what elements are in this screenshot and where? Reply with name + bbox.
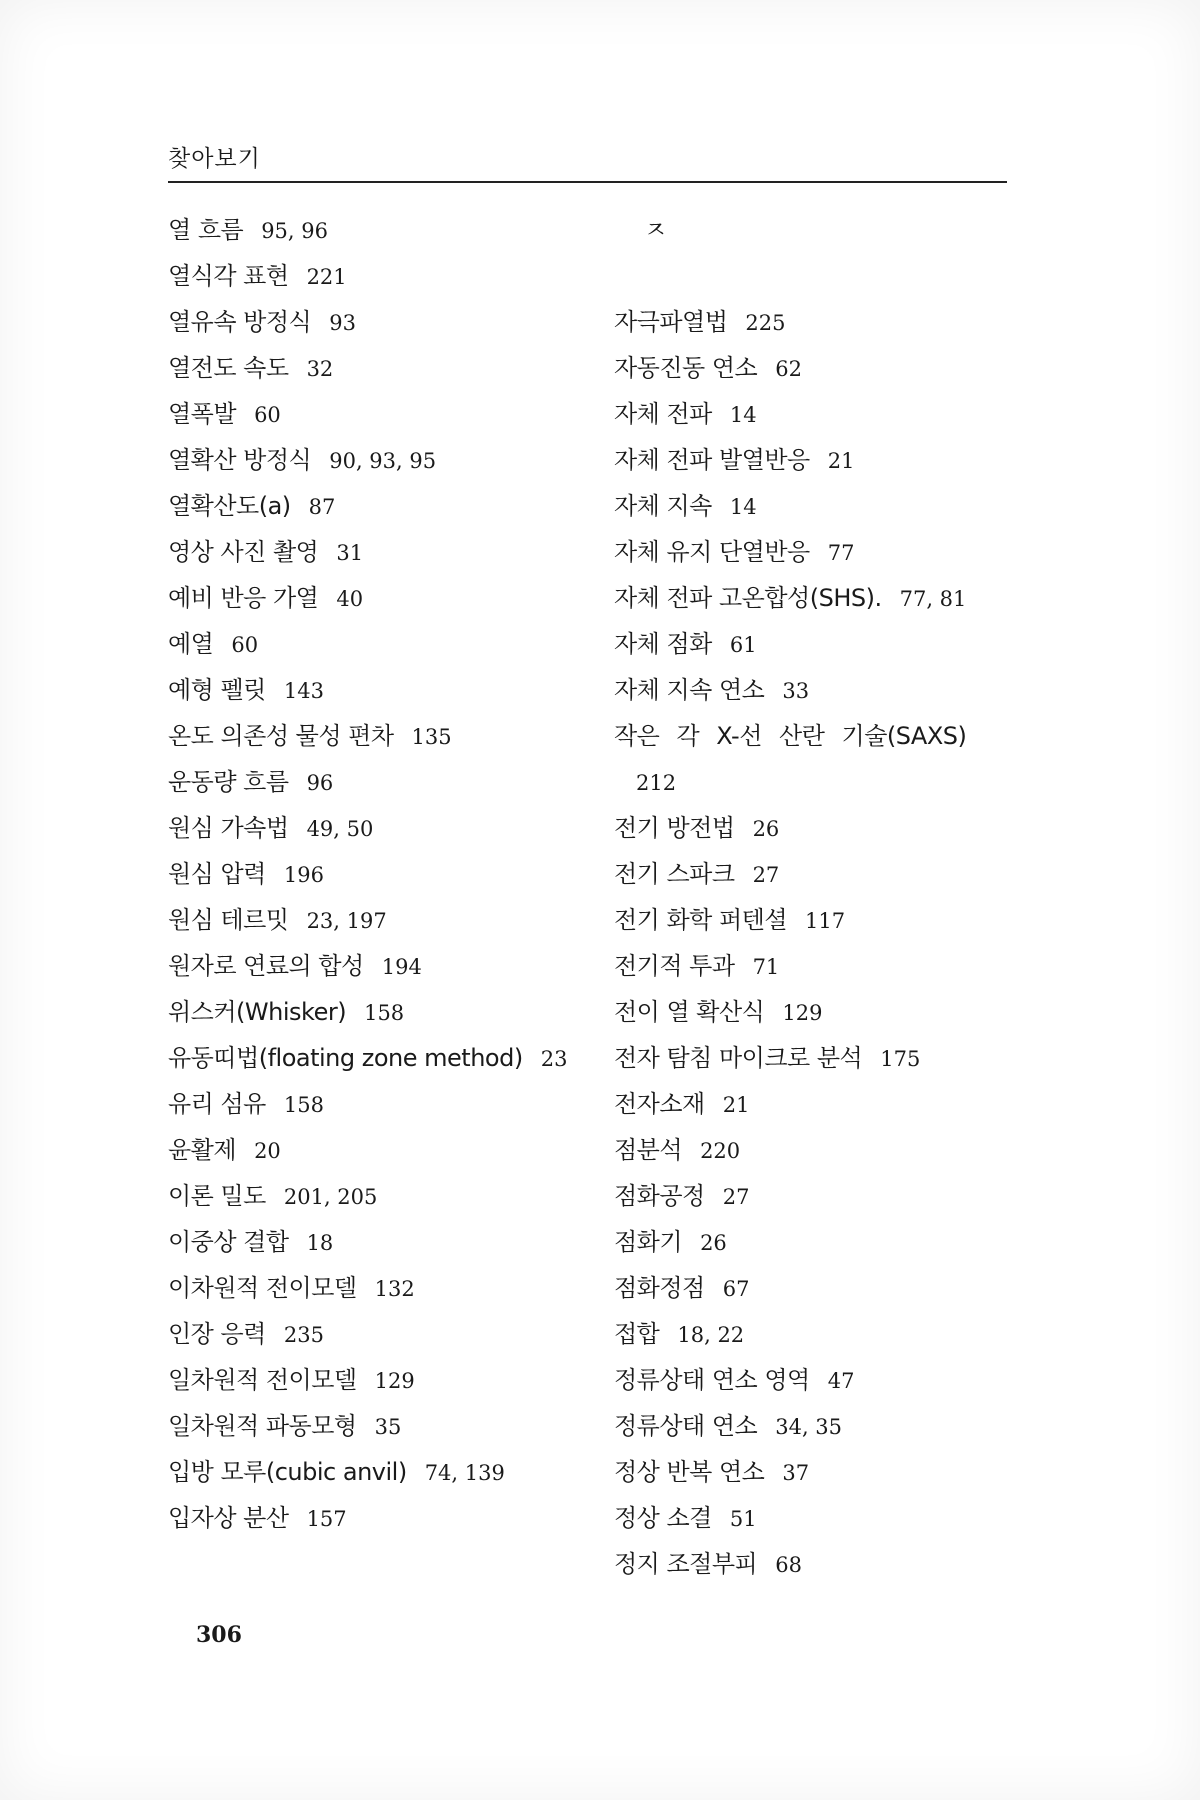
index-pages: 87 (308, 495, 336, 519)
index-entry (614, 989, 1034, 1035)
index-term: 자체 전파 발열반응 (614, 446, 810, 474)
index-term: 온도 의존성 물성 편차 (168, 722, 394, 750)
index-pages: 90, 93, 95 (329, 449, 437, 473)
index-entry (614, 529, 1034, 575)
index-pages: 60 (231, 633, 259, 657)
index-pages: 221 (306, 265, 347, 289)
index-pages: 71 (752, 955, 780, 979)
index-term: 원심 압력 (168, 860, 266, 888)
index-pages: 47 (827, 1369, 855, 1393)
index-entry (168, 713, 588, 759)
index-term: 자체 지속 (614, 492, 712, 520)
index-term: 이차원적 전이모델 (168, 1274, 357, 1302)
index-term: 점분석 (614, 1136, 683, 1164)
index-entry (168, 345, 588, 391)
index-entry (168, 805, 588, 851)
index-pages: 77 (827, 541, 855, 565)
index-entry (614, 1081, 1034, 1127)
index-term: 열확산도(a) (168, 492, 291, 520)
index-entry (614, 437, 1034, 483)
index-entry (168, 1035, 588, 1081)
index-pages: 26 (752, 817, 780, 841)
index-pages: 61 (729, 633, 757, 657)
index-term: 열 흐름 (168, 216, 244, 244)
index-entry (168, 1219, 588, 1265)
index-pages: 49, 50 (306, 817, 374, 841)
index-pages: 67 (722, 1277, 750, 1301)
index-entry (614, 1541, 1034, 1587)
index-term: 일차원적 파동모형 (168, 1412, 357, 1440)
index-term: 이중상 결합 (168, 1228, 289, 1256)
index-entry (614, 1035, 1034, 1081)
index-entry (614, 713, 1034, 759)
index-entry (168, 1311, 588, 1357)
index-term: 정류상태 연소 (614, 1412, 758, 1440)
index-pages: 135 (411, 725, 452, 749)
index-entry (168, 667, 588, 713)
index-term: 점화공정 (614, 1182, 705, 1210)
index-pages: 129 (782, 1001, 823, 1025)
index-term: 자체 유지 단열반응 (614, 538, 810, 566)
index-term: 이론 밀도 (168, 1182, 266, 1210)
index-entry (614, 575, 1034, 621)
index-term: 운동량 흐름 (168, 768, 289, 796)
index-entry (614, 1449, 1034, 1495)
index-pages: 117 (805, 909, 846, 933)
index-entry (168, 1357, 588, 1403)
index-entry (168, 483, 588, 529)
index-entry (614, 897, 1034, 943)
index-entry (168, 1127, 588, 1173)
index-term: 전기 스파크 (614, 860, 735, 888)
index-entry (168, 207, 588, 253)
index-entry (614, 1265, 1034, 1311)
page-number: 306 (196, 1622, 242, 1648)
index-entry (168, 943, 588, 989)
index-pages: 35 (374, 1415, 402, 1439)
index-term: 점화정점 (614, 1274, 705, 1302)
index-pages: 27 (752, 863, 780, 887)
index-entry-continuation (614, 759, 1034, 805)
index-entry (614, 391, 1034, 437)
index-pages: 20 (254, 1139, 281, 1163)
index-pages: 143 (283, 679, 324, 703)
index-pages: 14 (729, 403, 757, 427)
index-pages: 212 (636, 771, 677, 795)
index-pages: 23 (540, 1047, 568, 1071)
index-entry (168, 897, 588, 943)
index-term: 전자소재 (614, 1090, 705, 1118)
index-term: 전기 방전법 (614, 814, 735, 842)
index-pages: 60 (254, 403, 281, 427)
index-entry (614, 345, 1034, 391)
index-term: 정상 소결 (614, 1504, 712, 1532)
index-entry (614, 805, 1034, 851)
index-entry (614, 1219, 1034, 1265)
index-term: 원심 테르밋 (168, 906, 289, 934)
index-pages: 51 (729, 1507, 757, 1531)
index-term: 자체 점화 (614, 630, 712, 658)
index-pages: 235 (283, 1323, 324, 1347)
index-group (614, 805, 1034, 1587)
index-pages: 175 (880, 1047, 921, 1071)
index-column-left (168, 207, 588, 1541)
index-pages: 132 (374, 1277, 415, 1301)
index-entry (614, 1311, 1034, 1357)
index-pages: 220 (700, 1139, 741, 1163)
index-term: 위스커(Whisker) (168, 998, 347, 1026)
index-term: 접합 (614, 1320, 660, 1348)
index-term: 정상 반복 연소 (614, 1458, 765, 1486)
index-pages: 14 (729, 495, 757, 519)
index-term: 열확산 방정식 (168, 446, 312, 474)
index-pages: 33 (782, 679, 810, 703)
index-pages: 31 (336, 541, 364, 565)
index-pages: 32 (306, 357, 334, 381)
index-entry (168, 1449, 588, 1495)
index-pages: 34, 35 (775, 1415, 843, 1439)
index-term: 일차원적 전이모델 (168, 1366, 357, 1394)
index-pages: 23, 197 (306, 909, 387, 933)
index-entry (614, 1127, 1034, 1173)
index-pages: 158 (283, 1093, 324, 1117)
index-term: 정류상태 연소 영역 (614, 1366, 810, 1394)
index-pages: 26 (700, 1231, 727, 1255)
index-pages: 201, 205 (283, 1185, 378, 1209)
index-pages: 129 (374, 1369, 415, 1393)
index-term: 영상 사진 촬영 (168, 538, 319, 566)
index-term: 전자 탐침 마이크로 분석 (614, 1044, 863, 1072)
index-term: 전기 화학 퍼텐셜 (614, 906, 788, 934)
index-entry (168, 1173, 588, 1219)
index-pages: 27 (722, 1185, 750, 1209)
page-header-title: 찾아보기 (168, 146, 261, 172)
index-entry (614, 1357, 1034, 1403)
index-term: 원심 가속법 (168, 814, 289, 842)
index-entry (168, 391, 588, 437)
index-term: 예열 (168, 630, 214, 658)
index-entry (614, 1495, 1034, 1541)
index-pages: 93 (329, 311, 356, 335)
index-pages: 196 (283, 863, 324, 887)
index-entry (168, 1265, 588, 1311)
index-term: 열전도 속도 (168, 354, 289, 382)
header-rule (168, 181, 1007, 183)
index-term: 작은 각 X-선 산란 기술(SAXS) (614, 722, 967, 750)
index-pages: 18, 22 (677, 1323, 745, 1347)
index-pages: 194 (381, 955, 422, 979)
index-term: 열식각 표현 (168, 262, 289, 290)
index-entry (614, 299, 1034, 345)
index-term: 자극파열법 (614, 308, 728, 336)
index-entry (614, 483, 1034, 529)
index-term: 열유속 방정식 (168, 308, 312, 336)
index-pages: 21 (722, 1093, 750, 1117)
index-term: 자체 지속 연소 (614, 676, 765, 704)
index-entry (168, 253, 588, 299)
index-entry (168, 851, 588, 897)
index-term: 유리 섬유 (168, 1090, 266, 1118)
index-term: 점화기 (614, 1228, 683, 1256)
index-pages: 77, 81 (899, 587, 967, 611)
index-entry (168, 1495, 588, 1541)
index-term: 열폭발 (168, 400, 237, 428)
index-term: 자체 전파 (614, 400, 712, 428)
index-entry (168, 575, 588, 621)
index-entry (168, 437, 588, 483)
index-entry (168, 1403, 588, 1449)
index-pages: 40 (336, 587, 364, 611)
section-letter: ㅈ (644, 216, 668, 244)
index-entry (614, 621, 1034, 667)
index-pages: 95, 96 (261, 219, 328, 243)
index-pages: 96 (306, 771, 334, 795)
index-pages: 18 (306, 1231, 334, 1255)
index-column-right (614, 207, 1034, 1587)
index-term: 원자로 연료의 합성 (168, 952, 364, 980)
index-entry (614, 1173, 1034, 1219)
index-pages: 37 (782, 1461, 810, 1485)
index-term: 인장 응력 (168, 1320, 266, 1348)
index-pages: 21 (827, 449, 855, 473)
index-pages: 74, 139 (424, 1461, 505, 1485)
index-group (614, 299, 1034, 713)
index-pages: 225 (745, 311, 786, 335)
index-term: 전이 열 확산식 (614, 998, 765, 1026)
index-term: 예형 펠릿 (168, 676, 266, 704)
index-entry (168, 1081, 588, 1127)
index-entry (168, 989, 588, 1035)
index-entry (168, 759, 588, 805)
index-term: 유동띠법(floating zone method) (168, 1044, 523, 1072)
index-pages: 62 (775, 357, 802, 381)
index-term: 자동진동 연소 (614, 354, 758, 382)
index-term: 윤활제 (168, 1136, 237, 1164)
index-entry (614, 1403, 1034, 1449)
section-spacer (614, 253, 1034, 299)
index-term: 입자상 분산 (168, 1504, 289, 1532)
index-term: 예비 반응 가열 (168, 584, 319, 612)
index-entry (614, 943, 1034, 989)
index-term: 자체 전파 고온합성(SHS). (614, 584, 882, 612)
index-entry (614, 667, 1034, 713)
index-pages: 68 (775, 1553, 802, 1577)
index-term: 정지 조절부피 (614, 1550, 758, 1578)
index-entry (614, 851, 1034, 897)
index-term: 전기적 투과 (614, 952, 735, 980)
index-pages: 157 (306, 1507, 347, 1531)
index-entry (168, 299, 588, 345)
index-entry (168, 529, 588, 575)
index-entry (168, 621, 588, 667)
index-pages: 158 (364, 1001, 405, 1025)
index-term: 입방 모루(cubic anvil) (168, 1458, 407, 1486)
